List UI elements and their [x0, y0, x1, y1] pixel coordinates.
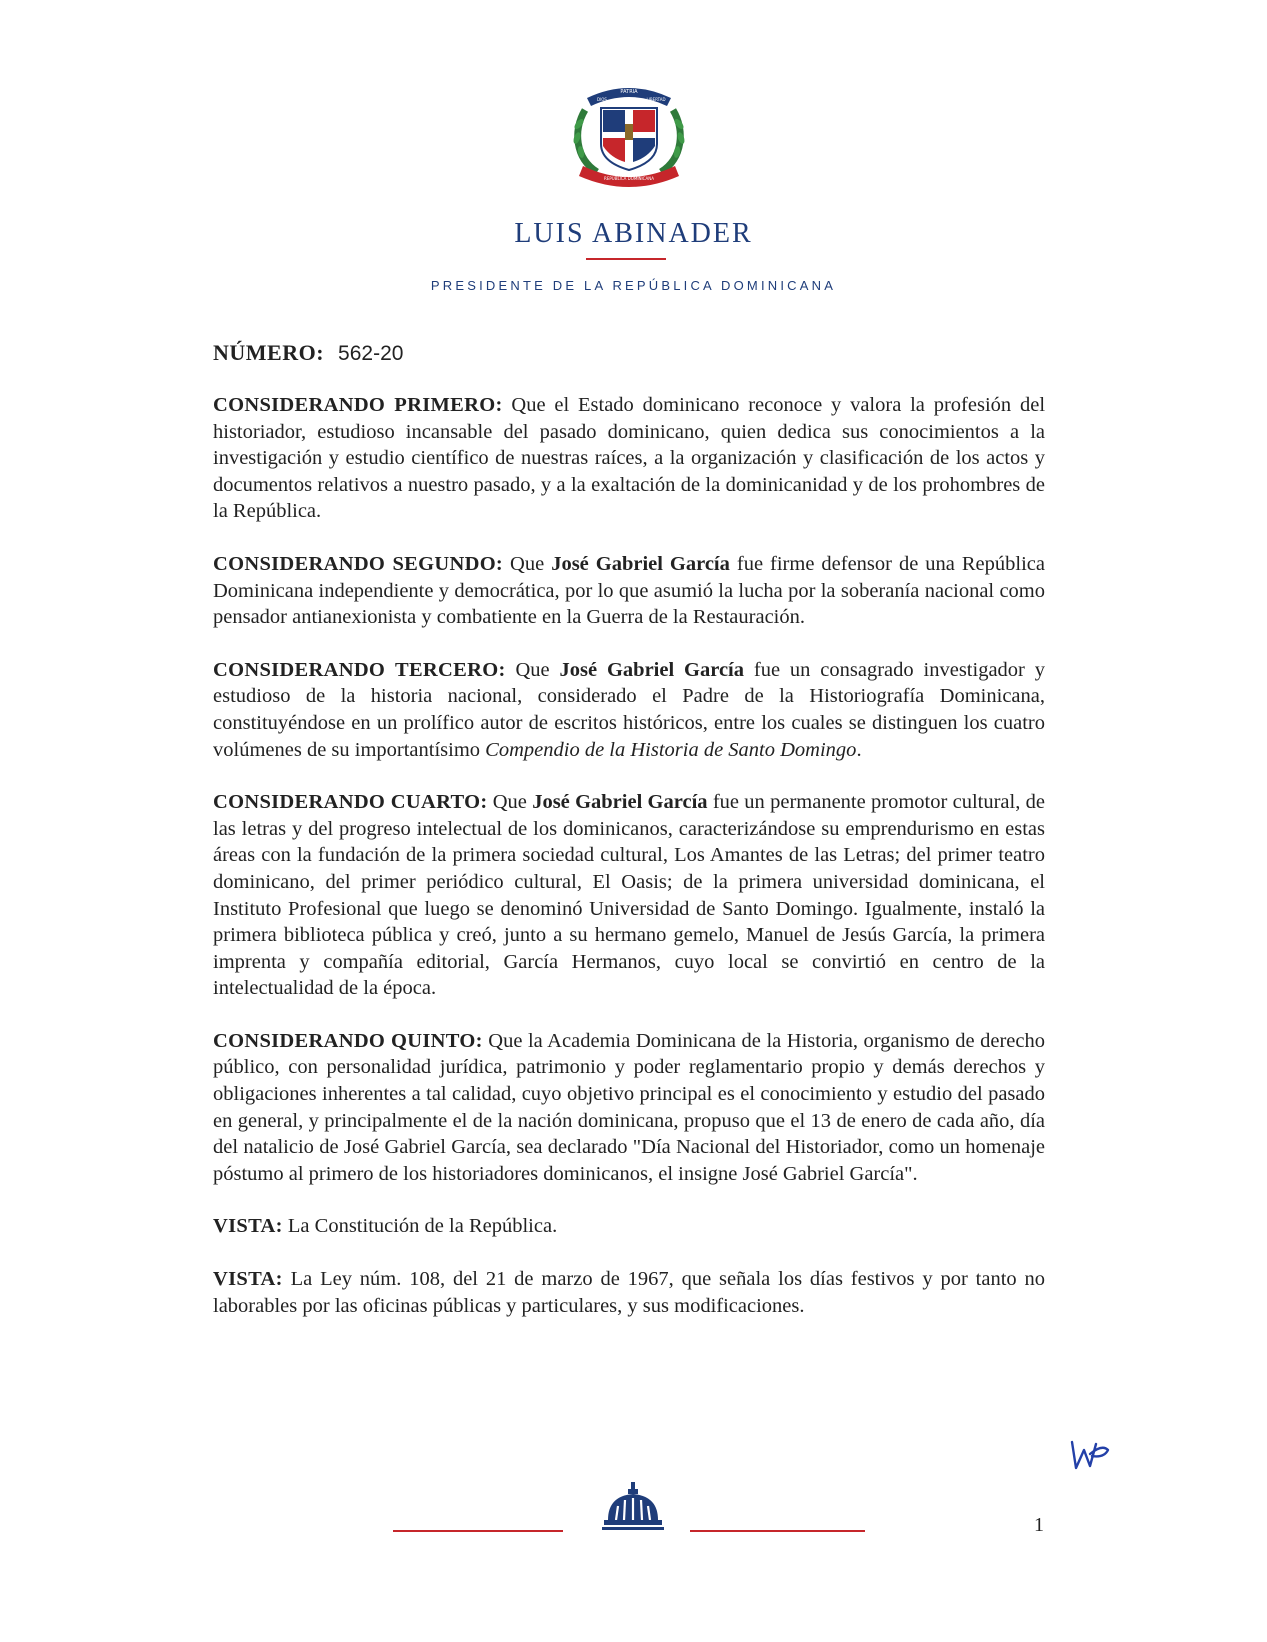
- paragraph-text: .: [856, 738, 862, 761]
- decree-number-label: NÚMERO:: [213, 340, 325, 365]
- decree-number-value: 562-20: [338, 342, 404, 365]
- person-name: José Gabriel García: [559, 658, 744, 681]
- paragraph-text: Que: [487, 791, 533, 814]
- paragraph-lead: VISTA:: [213, 1215, 283, 1238]
- paragraph-text: La Constitución de la República.: [282, 1215, 558, 1238]
- footer-rule-right: [690, 1530, 865, 1532]
- considerando-tercero: [213, 657, 1045, 763]
- decree-number: [213, 340, 403, 366]
- paragraph-text: Que la Academia Dominicana de la Historia, organismo de derecho público, con personalidad jurídica, patrimonio y poder reglamentario propio y demás derechos y obligaciones inherentes a tal calidad, cuyo objetivo principal es el conocimiento y estudio del pasado en general, y principalmente el de la nación dominicana, propuso que el 13 de enero de cada año, día del natalicio de José Gabriel García, sea declarado "Día Nacional del Historiador, como un homenaje póstumo al primero de los historiadores dominicanos, el insigne José Gabriel García".: [213, 1029, 1045, 1185]
- seal-ribbon-right: LIBERTAD: [646, 97, 666, 102]
- palace-dome-icon: [600, 1480, 666, 1536]
- seal-ribbon-left: DIOS: [597, 97, 607, 102]
- president-office: PRESIDENTE DE LA REPÚBLICA DOMINICANA: [430, 278, 837, 293]
- paragraph-text: Que el Estado dominicano reconoce y valora la profesión del historiador, estudioso incansable del pasado dominicano, quien dedica sus conocimientos a la investigación y estudio científico de nuestras raíces, a la organización y clasificación de los actos y documentos relativos a nuestro pasado, y a la exaltación de la dominicanidad y de los prohombres de la República.: [213, 394, 1046, 523]
- page-number: 1: [1034, 1514, 1044, 1536]
- considerando-segundo: [213, 551, 1045, 631]
- person-name: José Gabriel García: [532, 791, 708, 814]
- initials-signature-icon: [1068, 1434, 1112, 1474]
- vista-constitucion: [213, 1213, 1045, 1240]
- paragraph-lead: CONSIDERANDO PRIMERO:: [213, 394, 503, 416]
- considerando-primero: [213, 392, 1045, 525]
- person-name: José Gabriel García: [551, 552, 730, 575]
- paragraph-lead: VISTA:: [213, 1268, 283, 1291]
- paragraph-text: fue un permanente promotor cultural, de las letras y del progreso intelectual de los dominicanos, caracterizándose su emprendurismo en estas áreas con la fundación de la primera sociedad cultural, Los Amantes de las Letras; del primer teatro dominicano, del primer periódico cultural, El Oasis; de la primera universidad dominicana, el Instituto Profesional que luego se denominó Universidad de Santo Domingo. Igualmente, instaló la primera biblioteca pública y creó, junto a su hermano gemelo, Manuel de Jesús García, la primera imprenta y compañía editorial, García Hermanos, cuyo local se convirtió en centro de la intelectualidad de la época.: [213, 791, 1045, 1000]
- paragraph-text: Que: [505, 658, 560, 681]
- paragraph-lead: CONSIDERANDO TERCERO:: [213, 658, 506, 681]
- paragraph-text: Que: [503, 552, 552, 575]
- seal-ribbon-top: PATRIA: [620, 89, 638, 95]
- paragraph-text: La Ley núm. 108, del 21 de marzo de 1967, que señala los días festivos y por tanto no laborables por las oficinas públicas y particulares, y sus modificaciones.: [213, 1268, 1045, 1317]
- footer-rule-left: [393, 1530, 563, 1532]
- seal-ribbon-bottom: REPÚBLICA DOMINICANA: [604, 176, 654, 181]
- name-divider: [586, 258, 666, 260]
- considerando-quinto: [213, 1028, 1045, 1188]
- book-title: Compendio de la Historia de Santo Domingo: [485, 738, 857, 761]
- considerando-cuarto: [213, 789, 1045, 1002]
- paragraph-text: fue firme defensor de una República Dominicana independiente y democrática, por lo que asumió la lucha por la soberanía nacional como pensador antianexionista y combatiente en la Guerra de la Restauración.: [213, 552, 1045, 629]
- paragraph-lead: CONSIDERANDO QUINTO:: [213, 1029, 483, 1052]
- president-name: LUIS ABINADER: [514, 218, 753, 249]
- vista-ley-108: [213, 1266, 1045, 1319]
- document-body: [213, 392, 1045, 1319]
- paragraph-lead: CONSIDERANDO SEGUNDO:: [213, 552, 504, 575]
- paragraph-text: fue un consagrado investigador y estudioso de la historia nacional, considerado el Padre de la Historiografía Dominicana, constituyéndose en un prolífico autor de escritos históricos, entre los cuales se distinguen los cuatro volúmenes de su importantísimo: [213, 658, 1045, 761]
- coat-of-arms-icon: [567, 80, 691, 188]
- paragraph-lead: CONSIDERANDO CUARTO:: [213, 791, 488, 814]
